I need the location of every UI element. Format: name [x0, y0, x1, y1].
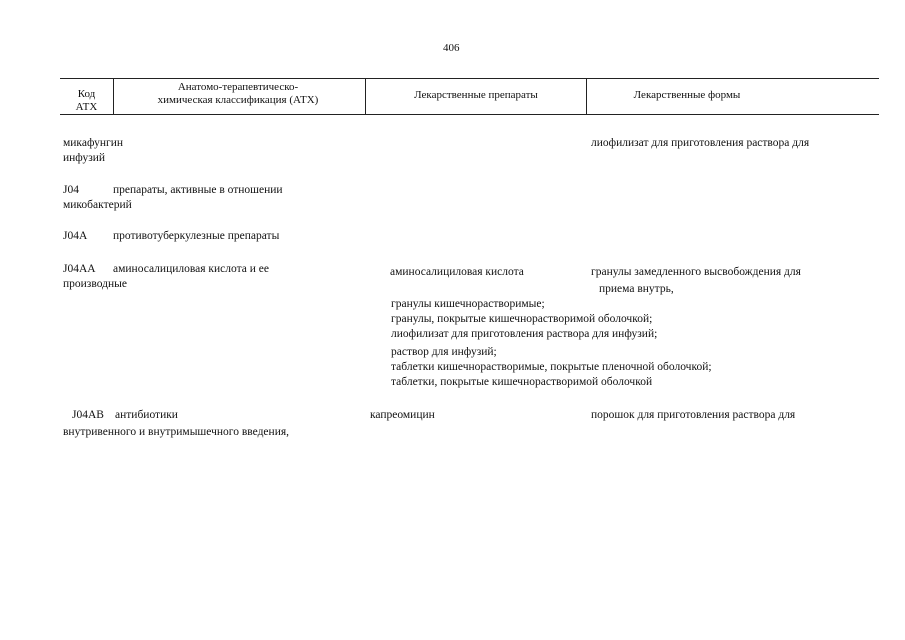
dosage-form: лиофилизат для приготовления раствора для: [591, 137, 810, 149]
dosage-form-cont: приема внутрь,: [599, 283, 674, 295]
atc-description: противотуберкулезные препараты: [113, 230, 280, 242]
dosage-form: гранулы замедленного высвобождения для: [591, 266, 801, 278]
form-continuation: инфузий: [63, 152, 106, 164]
header-drugs: Лекарственные препараты: [414, 89, 538, 101]
dosage-form-item: гранулы, покрытые кишечнорастворимой оболочкой;: [391, 313, 653, 325]
atc-description: антибиотики: [115, 409, 178, 421]
atc-description: препараты, активные в отношении: [113, 184, 283, 196]
form-continuation: внутривенного и внутримышечного введения,: [63, 426, 290, 438]
atc-code: J04: [63, 184, 79, 196]
dosage-form: порошок для приготовления раствора для: [591, 409, 796, 421]
header-forms: Лекарственные формы: [633, 89, 741, 101]
drug-name: микафунгин: [63, 137, 124, 149]
header-bottom-rule: [60, 114, 879, 115]
atc-description: аминосалициловая кислота и ее: [113, 263, 269, 275]
atc-code: J04AA: [63, 263, 96, 275]
header-atc-line1: Анатомо-терапевтическо-: [177, 81, 299, 93]
header-code-line1: Код: [77, 88, 96, 100]
drug-name: аминосалициловая кислота: [390, 266, 524, 278]
dosage-form-item: таблетки, покрытые кишечнорастворимой оболочкой: [391, 376, 653, 388]
header-atc: [118, 81, 358, 107]
header-top-rule: [60, 78, 879, 79]
page-number: 406: [443, 42, 460, 54]
header-code-line2: АТХ: [75, 101, 98, 114]
dosage-form-item: гранулы кишечнорастворимые;: [391, 298, 545, 310]
atc-code: J04AB: [72, 409, 104, 421]
atc-description-cont: производные: [63, 278, 127, 290]
header-code: [60, 88, 113, 114]
atc-code: J04A: [63, 230, 88, 242]
drug-name: капреомицин: [370, 409, 435, 421]
dosage-form-item: раствор для инфузий;: [391, 346, 497, 358]
dosage-form-item: таблетки кишечнорастворимые, покрытые пленочной оболочкой;: [391, 361, 712, 373]
atc-description-cont: микобактерий: [63, 199, 132, 211]
dosage-form-item: лиофилизат для приготовления раствора для инфузий;: [391, 328, 658, 340]
column-divider: [113, 79, 114, 114]
header-atc-line2: химическая классификация (АТХ): [157, 94, 319, 107]
